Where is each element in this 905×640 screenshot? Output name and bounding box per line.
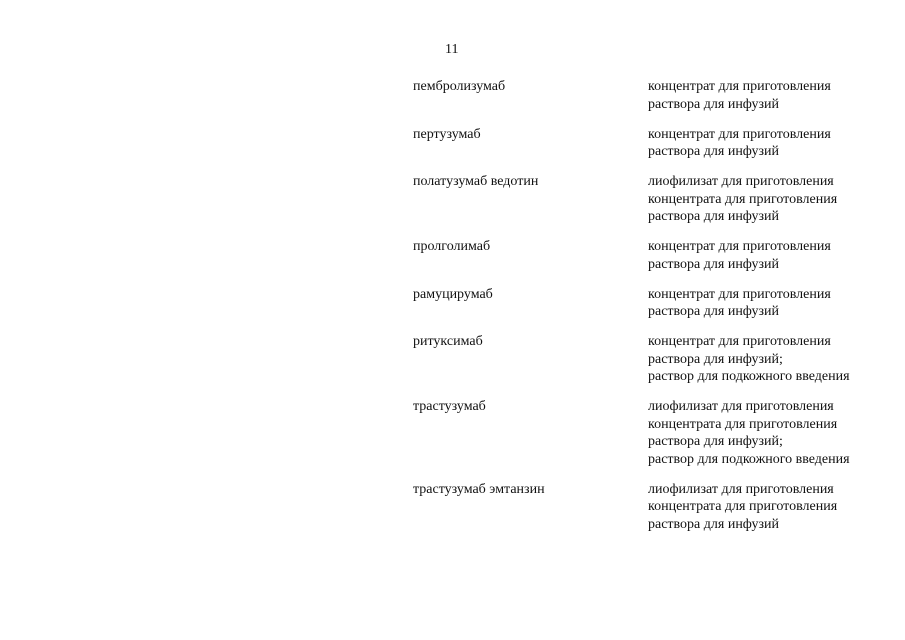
- dosage-form-line: раствор для подкожного введения: [648, 369, 850, 384]
- dosage-form-line: раствора для инфузий: [648, 304, 780, 319]
- dosage-forms: [648, 481, 893, 534]
- drug-entry: [413, 398, 893, 468]
- drug-list: [413, 78, 893, 546]
- dosage-form-line: концентрат для приготовления: [648, 239, 831, 254]
- dosage-form-line: концентрата для приготовления: [648, 499, 838, 514]
- drug-entry: [413, 78, 893, 113]
- dosage-forms: [648, 238, 893, 273]
- drug-entry: [413, 173, 893, 226]
- dosage-form-line: лиофилизат для приготовления: [648, 174, 834, 189]
- dosage-form-line: концентрата для приготовления: [648, 416, 838, 432]
- drug-name: рамуцирумаб: [413, 286, 493, 302]
- dosage-form-line: концентрат для приготовления: [648, 126, 831, 142]
- dosage-form-line: раствора для инфузий: [648, 96, 780, 112]
- dosage-form-line: концентрат для приготовления: [648, 286, 831, 302]
- dosage-form-line: концентрата для приготовления: [648, 191, 838, 207]
- page-number: 11: [445, 42, 459, 57]
- drug-entry: [413, 238, 893, 273]
- dosage-forms: [648, 398, 893, 468]
- drug-name: ритуксимаб: [413, 334, 483, 349]
- drug-entry: [413, 333, 893, 386]
- dosage-form-line: раствора для инфузий;: [648, 351, 783, 367]
- dosage-form-line: концентрат для приготовления: [648, 79, 831, 94]
- drug-entry: [413, 286, 893, 321]
- dosage-form-line: раствора для инфузий;: [648, 434, 783, 449]
- dosage-form-line: раствора для инфузий: [648, 256, 780, 272]
- dosage-forms: [648, 333, 893, 386]
- dosage-form-line: лиофилизат для приготовления: [648, 399, 834, 414]
- dosage-forms: [648, 286, 893, 321]
- dosage-form-line: раствора для инфузий: [648, 144, 780, 159]
- dosage-form-line: лиофилизат для приготовления: [648, 481, 834, 497]
- dosage-form-line: раствора для инфузий: [648, 209, 780, 224]
- drug-name: пертузумаб: [413, 126, 481, 142]
- drug-name: трастузумаб: [413, 399, 486, 414]
- drug-name: трастузумаб эмтанзин: [413, 481, 545, 497]
- dosage-form-line: раствора для инфузий: [648, 516, 780, 532]
- drug-name: пембролизумаб: [413, 79, 506, 94]
- dosage-form-line: раствор для подкожного введения: [648, 451, 850, 467]
- dosage-forms: [648, 78, 893, 113]
- drug-entry: [413, 126, 893, 161]
- dosage-form-line: концентрат для приготовления: [648, 334, 831, 349]
- drug-name: пролголимаб: [413, 239, 491, 254]
- drug-entry: [413, 481, 893, 534]
- drug-name: полатузумаб ведотин: [413, 174, 539, 189]
- dosage-forms: [648, 173, 893, 226]
- dosage-forms: [648, 126, 893, 161]
